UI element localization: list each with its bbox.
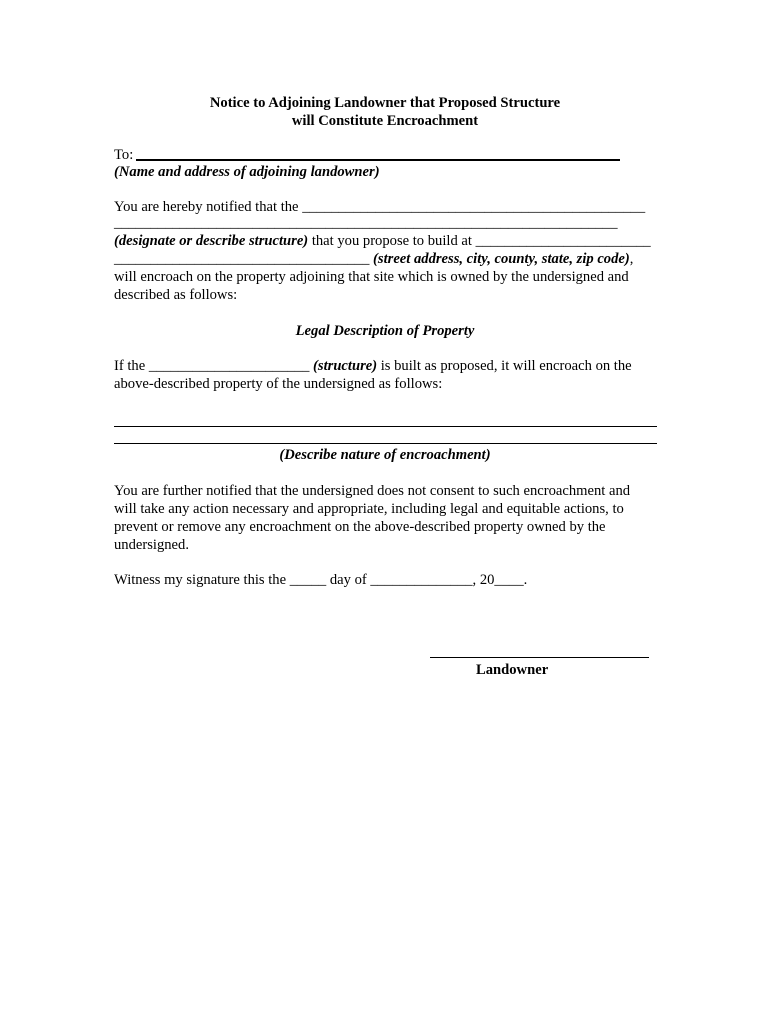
to-underline [136, 159, 620, 161]
address-hint: (street address, city, county, state, zip code) [373, 251, 630, 267]
designate-line [114, 232, 651, 250]
propose-blank: ________________________ [475, 233, 651, 249]
signature-line [430, 657, 649, 658]
notified-blank-full: _____________________________________________________________________ [114, 215, 618, 231]
title-line-1: Notice to Adjoining Landowner that Proposed Structure [209, 95, 561, 111]
further-line-1: You are further notified that the undersigned does not consent to such encroachment and [114, 483, 631, 499]
if-prefix: If the [114, 358, 149, 374]
if-rest: is built as proposed, it will encroach on the [377, 358, 632, 374]
encroachment-line-2 [114, 443, 657, 444]
address-line [114, 250, 633, 268]
encroach-line: will encroach on the property adjoining that site which is owned by the undersigned and [114, 269, 629, 285]
further-line-3: prevent or remove any encroachment on the above-described property owned by the [114, 519, 606, 535]
notified-text: You are hereby notified that the [114, 199, 303, 215]
designate-hint: (designate or describe structure) [114, 233, 309, 249]
if-built-line-2: above-described property of the undersigned as follows: [114, 376, 443, 392]
encroachment-line-1 [114, 426, 657, 427]
structure-hint: (structure) [313, 358, 378, 374]
address-blank: ___________________________________ [114, 251, 374, 267]
to-hint: (Name and address of adjoining landowner) [114, 164, 380, 180]
structure-blank: ______________________ [148, 358, 310, 374]
notified-blank-line [114, 214, 617, 232]
further-line-2: will take any action necessary and appropriate, including legal and equitable actions, to [114, 501, 624, 517]
legal-description-heading: Legal Description of Property [295, 323, 475, 339]
described-line: described as follows: [114, 287, 238, 303]
notified-blank: _______________________________________________ [302, 199, 646, 215]
signature-label: Landowner [476, 662, 549, 678]
propose-text: that you propose to build at [308, 233, 476, 249]
title-line-2: will Constitute Encroachment [291, 113, 479, 129]
address-comma: , [629, 251, 634, 267]
further-line-4: undersigned. [114, 537, 189, 553]
encroachment-hint: (Describe nature of encroachment) [279, 447, 491, 463]
if-built-line [114, 357, 632, 375]
to-label: To: [114, 147, 134, 163]
witness-line: Witness my signature this the _____ day of ______________, 20____. [114, 572, 528, 588]
